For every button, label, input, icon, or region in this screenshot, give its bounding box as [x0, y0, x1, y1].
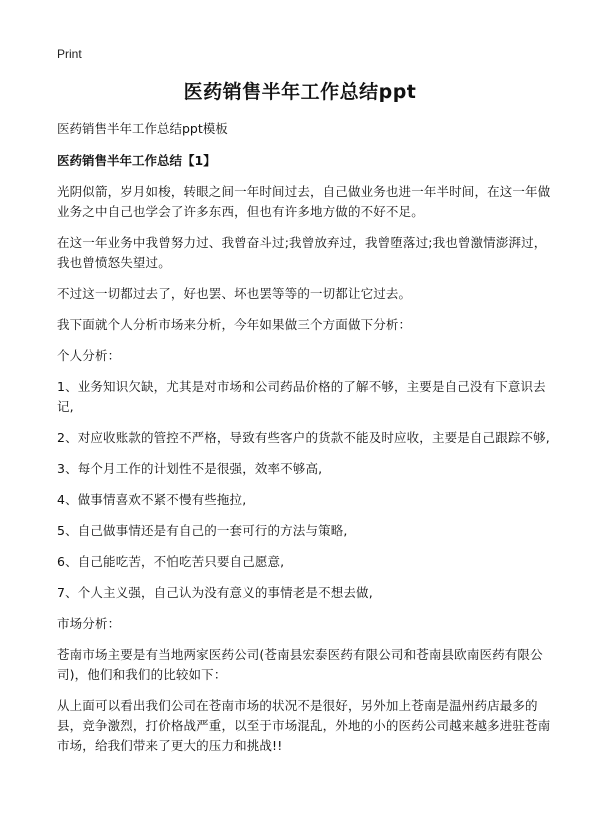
paragraph: 不过这一切都过去了，好也罢、坏也罢等等的一切都让它过去。 — [57, 286, 412, 301]
paragraph: 光阴似箭，岁月如梭，转眼之间一年时间过去，自己做业务也进一年半时间，在这一年做业务之中自己也学会了许多东西，但也有许多地方做的不好不足。 — [57, 184, 551, 219]
paragraph: 市场分析： — [57, 616, 121, 631]
paragraph: 我下面就个人分析市场来分析，今年如果做三个方面做下分析： — [57, 317, 412, 332]
list-item: 2、对应收账款的管控不严格，导致有些客户的货款不能及时应收，主要是自己跟踪不够, — [57, 430, 550, 445]
list-item: 7、个人主义强，自己认为没有意义的事情老是不想去做, — [57, 585, 373, 600]
paragraph: 从上面可以看出我们公司在苍南市场的状况不是很好，另外加上苍南是温州药店最多的县，竞争激烈，打价格战严重，以至于市场混乱，外地的小的医药公司越来越多进驻苍南市场，给我们带来了更大的压力和挑战!! — [57, 698, 551, 753]
list-item: 3、每个月工作的计划性不是很强，效率不够高, — [57, 461, 323, 476]
paragraph: 在这一年业务中我曾努力过、我曾奋斗过;我曾放弃过，我曾堕落过;我也曾激情澎湃过，我也曾愤怒失望过。 — [57, 235, 547, 270]
document-subtitle: 医药销售半年工作总结ppt模板 — [57, 121, 228, 136]
list-item: 4、做事情喜欢不紧不慢有些拖拉, — [57, 492, 247, 507]
print-label: Print — [57, 47, 82, 61]
list-item: 1、业务知识欠缺，尤其是对市场和公司药品价格的了解不够，主要是自己没有下意识去记, — [57, 379, 546, 414]
list-item: 6、自己能吃苦，不怕吃苦只要自己愿意, — [57, 554, 285, 569]
document-body — [57, 182, 557, 767]
paragraph: 个人分析： — [57, 348, 121, 363]
section-heading: 医药销售半年工作总结【1】 — [57, 153, 216, 168]
list-item: 5、自己做事情还是有自己的一套可行的方法与策略, — [57, 523, 348, 538]
document-title: 医药销售半年工作总结ppt — [183, 81, 417, 103]
paragraph: 苍南市场主要是有当地两家医药公司(苍南县宏泰医药有限公司和苍南县欧南医药有限公司)，他们和我们的比较如下： — [57, 647, 543, 682]
